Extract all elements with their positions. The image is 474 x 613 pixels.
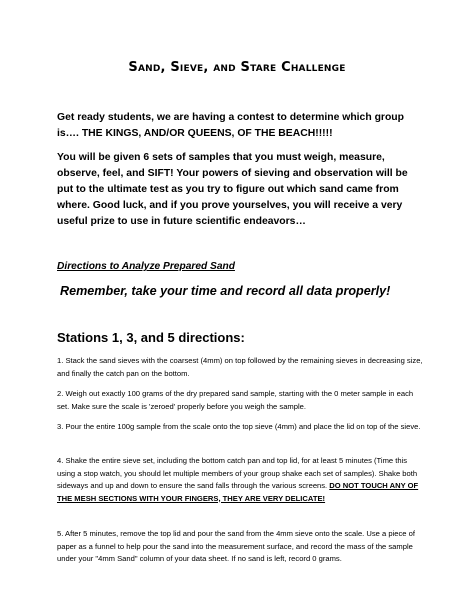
step-1: 1. Stack the sand sieves with the coarsest (4mm) on top followed by the remaining sieves in decreasing size, and finally the catch pan on the bottom. xyxy=(57,356,423,378)
intro-paragraph-contest: Get ready students, we are having a contest to determine which group is…. THE KINGS, AND/OR QUEENS, OF THE BEACH!!!!! xyxy=(57,112,405,139)
page-title: Sand, Sieve, and Stare Challenge xyxy=(128,60,346,75)
reminder-text: Remember, take your time and record all data properly! xyxy=(60,284,391,298)
step-2: 2. Weigh out exactly 100 grams of the dry prepared sand sample, starting with the 0 meter sample in each set. Make sure the scale is 'zeroed' properly before you weigh the sample. xyxy=(57,389,414,411)
directions-heading: Directions to Analyze Prepared Sand xyxy=(57,261,235,272)
step-3: 3. Pour the entire 100g sample from the scale onto the top sieve (4mm) and place the lid on top of the sieve. xyxy=(57,422,421,431)
stations-heading: Stations 1, 3, and 5 directions: xyxy=(57,330,245,345)
step-4-text: 4. Shake the entire sieve set, including the bottom catch pan and top lid, for at least 5 minutes (Time this using a stop watch, you should let multiple members of your group shake each set of samples). Shake both sideways and up and down to ensure the sand falls through the various screens. xyxy=(57,456,418,490)
step-4-warning: DO NOT TOUCH ANY OF THE MESH SECTIONS WITH YOUR FINGERS, THEY ARE VERY DELICATE! xyxy=(57,481,419,503)
step-5: 5. After 5 minutes, remove the top lid and pour the sand from the 4mm sieve onto the scale. Use a piece of paper as a funnel to help pour the sand into the measurement surface, and record the mass of the sample under your "4mm Sand" column of your data sheet. If no sand is left, record 0 grams. xyxy=(57,529,415,563)
intro-paragraph-samples: You will be given 6 sets of samples that you must weigh, measure, observe, feel, and SIFT! Your powers of sieving and observation will be put to the ultimate test as you try to figure out which sand came from where. Good luck, and if you prove yourselves, you will receive a very useful prize to use in future scientific endeavors… xyxy=(57,152,408,227)
step-4 xyxy=(57,455,423,505)
